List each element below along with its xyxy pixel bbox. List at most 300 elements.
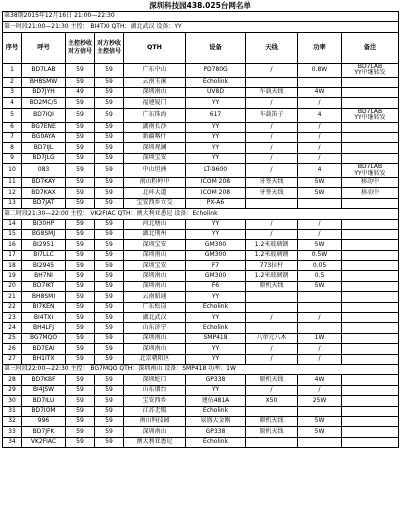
- antenna-cell: [246, 302, 298, 312]
- row-number-cell: 19: [3, 271, 22, 281]
- qth-cell: 深圳宝安: [124, 261, 186, 271]
- remark-cell: [342, 354, 399, 364]
- callsign-cell: BH7NI: [22, 271, 66, 281]
- master-signal-cell: 59: [66, 177, 95, 187]
- master-signal-cell: 59: [66, 396, 95, 406]
- remark-cell: [342, 292, 399, 302]
- master-signal-cell: 59: [66, 302, 95, 312]
- remark-cell: [342, 396, 399, 406]
- equipment-cell: YY: [186, 385, 246, 395]
- equipment-cell: YY: [186, 98, 246, 108]
- antenna-cell: 车载天线: [246, 87, 298, 97]
- row-number-cell: 8: [3, 143, 22, 153]
- equipment-cell: YY: [186, 354, 246, 364]
- remark-cell: [342, 77, 399, 87]
- callsign-cell: BI2951: [22, 240, 66, 250]
- master-signal-cell: 59: [66, 164, 95, 178]
- row-number-cell: 20: [3, 281, 22, 291]
- table-row: [3, 250, 399, 260]
- row-number-cell: 18: [3, 261, 22, 271]
- power-cell: 4: [298, 108, 342, 122]
- qth-cell: 北环大道: [124, 188, 186, 198]
- remark-cell: [342, 333, 399, 343]
- row-number-cell: 14: [3, 219, 22, 229]
- antenna-cell: 八单元八木: [246, 333, 298, 343]
- master-signal-cell: 59: [66, 188, 95, 198]
- remote-signal-cell: 59: [95, 240, 124, 250]
- qth-cell: 湖北荆州: [124, 229, 186, 239]
- remote-signal-cell: 59: [95, 153, 124, 163]
- qth-cell: 山东烟台: [124, 385, 186, 395]
- power-cell: /: [298, 385, 342, 395]
- remote-signal-cell: 59: [95, 229, 124, 239]
- equipment-cell: YY: [186, 219, 246, 229]
- row-number-cell: 21: [3, 292, 22, 302]
- power-cell: /: [298, 98, 342, 108]
- row-number-cell: 33: [3, 427, 22, 437]
- remark-cell: [342, 229, 399, 239]
- remote-signal-cell: 59: [95, 375, 124, 385]
- period-line: 第三时段22:00—22:30 主控： BG7MQO QTH：深圳南山 设备：SMP418 功率：1W: [3, 364, 399, 374]
- master-signal-cell: 59: [66, 132, 95, 142]
- antenna-cell: /: [246, 143, 298, 153]
- master-signal-cell: 59: [66, 354, 95, 364]
- equipment-cell: Echolink: [186, 323, 246, 333]
- equipment-cell: YY: [186, 122, 246, 132]
- master-signal-cell: 59: [66, 108, 95, 122]
- table-row: [3, 281, 399, 291]
- remote-signal-cell: 59: [95, 108, 124, 122]
- callsign-cell: 996: [22, 416, 66, 426]
- antenna-cell: /: [246, 219, 298, 229]
- table-row: [3, 354, 399, 364]
- power-cell: [298, 302, 342, 312]
- header-cell: 序号: [3, 32, 22, 63]
- equipment-cell: YY: [186, 229, 246, 239]
- master-signal-cell: 59: [66, 261, 95, 271]
- row-number-cell: 2: [3, 77, 22, 87]
- table-row: [3, 63, 399, 77]
- antenna-cell: 原机天线: [246, 427, 298, 437]
- row-number-cell: 5: [3, 108, 22, 122]
- callsign-cell: BD7KBF: [22, 375, 66, 385]
- row-number-cell: 9: [3, 153, 22, 163]
- callsign-cell: BD2MC/5: [22, 98, 66, 108]
- table-row: [3, 375, 399, 385]
- header-cell: 主控抄收对方信号: [66, 32, 95, 63]
- qth-cell: 深圳蛇口: [124, 375, 186, 385]
- master-signal-cell: 59: [66, 427, 95, 437]
- remote-signal-cell: 59: [95, 188, 124, 198]
- remark-cell: [342, 122, 399, 132]
- antenna-cell: /: [246, 385, 298, 395]
- remark-cell: [342, 87, 399, 97]
- qth-cell: 湖北武汉: [124, 313, 186, 323]
- antenna-cell: 原机天线: [246, 416, 298, 426]
- remote-signal-cell: 59: [95, 177, 124, 187]
- table-row: [3, 132, 399, 142]
- power-cell: 5W: [298, 281, 342, 291]
- antenna-cell: [246, 406, 298, 416]
- equipment-cell: ICOM 208: [186, 177, 246, 187]
- equipment-cell: YY: [186, 292, 246, 302]
- table-row: [3, 77, 399, 87]
- callsign-cell: BD7KAX: [22, 188, 66, 198]
- header-cell: 天线: [246, 32, 298, 63]
- table-row: [3, 240, 399, 250]
- row-number-cell: 30: [3, 396, 22, 406]
- power-cell: 0.5: [298, 271, 342, 281]
- remark-cell: [342, 198, 399, 208]
- master-signal-cell: 59: [66, 313, 95, 323]
- qth-cell: 深圳南山: [124, 344, 186, 354]
- remote-signal-cell: 59: [95, 143, 124, 153]
- equipment-cell: YY: [186, 313, 246, 323]
- remark-cell: [342, 323, 399, 333]
- qth-cell: 深圳宝安: [124, 153, 186, 163]
- roster-table: [2, 11, 399, 448]
- qth-cell: 深圳观澜: [124, 143, 186, 153]
- power-cell: /: [298, 122, 342, 132]
- qth-cell: 广东中山: [124, 63, 186, 77]
- callsign-cell: BI2945: [22, 261, 66, 271]
- remark-cell: [342, 406, 399, 416]
- power-cell: 25W: [298, 396, 342, 406]
- table-row: [3, 177, 399, 187]
- period-1-line: 第一时段21:00—21:30 主控： BI4TXI QTH：湖北武汉 设备：YY: [3, 22, 399, 32]
- period-line: 第二时段21:30—22:00 主控： VK2FIAC QTH：澳大利亚悉尼 设备：Echolink: [3, 209, 399, 219]
- qth-cell: 云南玉溪: [124, 77, 186, 87]
- master-signal-cell: 59: [66, 143, 95, 153]
- qth-cell: 江苏无锡: [124, 406, 186, 416]
- antenna-cell: X50: [246, 396, 298, 406]
- row-number-cell: 32: [3, 416, 22, 426]
- power-cell: /: [298, 143, 342, 153]
- antenna-cell: /: [246, 132, 298, 142]
- equipment-cell: Echolink: [186, 406, 246, 416]
- table-row: [3, 313, 399, 323]
- remote-signal-cell: 59: [95, 164, 124, 178]
- table-row: [3, 427, 399, 437]
- equipment-cell: YY: [186, 132, 246, 142]
- remote-signal-cell: 59: [95, 261, 124, 271]
- antenna-cell: [246, 292, 298, 302]
- period-row: [3, 209, 399, 219]
- remark-cell: [342, 250, 399, 260]
- row-number-cell: 24: [3, 323, 22, 333]
- qth-cell: 广东珠海: [124, 108, 186, 122]
- remark-cell: [342, 427, 399, 437]
- antenna-cell: /: [246, 229, 298, 239]
- antenna-cell: 1.2米玻璃钢: [246, 271, 298, 281]
- antenna-cell: 773拉杆: [246, 261, 298, 271]
- qth-cell: 深圳南山: [124, 281, 186, 291]
- remote-signal-cell: 59: [95, 198, 124, 208]
- qth-cell: 宝安西乡立交: [124, 198, 186, 208]
- callsign-cell: BI7KEN: [22, 302, 66, 312]
- master-signal-cell: 59: [66, 98, 95, 108]
- qth-cell: 南山粉岭中: [124, 177, 186, 187]
- header-cell: 功率: [298, 32, 342, 63]
- row-number-cell: 10: [3, 164, 22, 178]
- callsign-cell: BI4TXI: [22, 313, 66, 323]
- row-number-cell: 12: [3, 188, 22, 198]
- table-row: [3, 164, 399, 178]
- qth-cell: 云南昭通: [124, 292, 186, 302]
- equipment-cell: PX-A6: [186, 198, 246, 208]
- remote-signal-cell: 59: [95, 416, 124, 426]
- table-row: [3, 229, 399, 239]
- table-row: [3, 416, 399, 426]
- qth-cell: 北京朝阳区: [124, 354, 186, 364]
- header-cell: 对方抄收主控信号: [95, 32, 124, 63]
- remote-signal-cell: 59: [95, 354, 124, 364]
- equipment-cell: GP338: [186, 375, 246, 385]
- power-cell: [298, 323, 342, 333]
- callsign-cell: BD7JFK: [22, 427, 66, 437]
- qth-cell: 深圳南山: [124, 333, 186, 343]
- callsign-cell: BG7ENE: [22, 122, 66, 132]
- callsign-cell: BD7LAB: [22, 63, 66, 77]
- callsign-cell: BI4JSW: [22, 385, 66, 395]
- row-number-cell: 4: [3, 98, 22, 108]
- power-cell: 4W: [298, 375, 342, 385]
- document-title: 深圳科技园438.025台网名单: [149, 1, 251, 10]
- antenna-cell: [246, 198, 298, 208]
- qth-cell: 深圳南山: [124, 271, 186, 281]
- master-signal-cell: 59: [66, 63, 95, 77]
- power-cell: [298, 292, 342, 302]
- remark-cell: BD7LAB YY中继转发: [342, 108, 399, 122]
- master-signal-cell: 59: [66, 416, 95, 426]
- row-number-cell: 22: [3, 302, 22, 312]
- remark-cell: [342, 281, 399, 291]
- table-row: [3, 406, 399, 416]
- antenna-cell: /: [246, 164, 298, 178]
- antenna-cell: [246, 437, 298, 447]
- qth-cell: 中山坦洲: [124, 164, 186, 178]
- qth-cell: 深圳南山: [124, 427, 186, 437]
- table-row: [3, 143, 399, 153]
- remark-cell: [342, 313, 399, 323]
- antenna-cell: 车载笛子: [246, 108, 298, 122]
- remote-signal-cell: 59: [95, 344, 124, 354]
- callsign-cell: BI30HP: [22, 219, 66, 229]
- master-signal-cell: 59: [66, 229, 95, 239]
- power-cell: 0.5W: [298, 250, 342, 260]
- remote-signal-cell: 59: [95, 87, 124, 97]
- master-signal-cell: 59: [66, 219, 95, 229]
- equipment-cell: YY: [186, 344, 246, 354]
- row-number-cell: 34: [3, 437, 22, 447]
- master-signal-cell: 59: [66, 292, 95, 302]
- power-cell: [298, 406, 342, 416]
- qth-cell: 南山科技园: [124, 416, 186, 426]
- callsign-cell: BG0AYA: [22, 132, 66, 142]
- remark-cell: [342, 98, 399, 108]
- table-row: [3, 87, 399, 97]
- antenna-cell: 原机天线: [246, 375, 298, 385]
- table-row: [3, 302, 399, 312]
- row-number-cell: 13: [3, 198, 22, 208]
- row-number-cell: 3: [3, 87, 22, 97]
- callsign-cell: BI7LLC: [22, 250, 66, 260]
- equipment-cell: Echolink: [186, 437, 246, 447]
- row-number-cell: 27: [3, 354, 22, 364]
- master-signal-cell: 59: [66, 375, 95, 385]
- row-number-cell: 7: [3, 132, 22, 142]
- header-cell: 呼号: [22, 32, 66, 63]
- antenna-cell: /: [246, 63, 298, 77]
- antenna-cell: /: [246, 122, 298, 132]
- session-row: [3, 12, 399, 22]
- equipment-cell: LT-9600: [186, 164, 246, 178]
- remark-cell: 移动中: [342, 177, 399, 187]
- table-row: [3, 153, 399, 163]
- remark-cell: [342, 385, 399, 395]
- row-number-cell: 26: [3, 344, 22, 354]
- table-row: [3, 108, 399, 122]
- equipment-cell: YY: [186, 153, 246, 163]
- master-signal-cell: 59: [66, 271, 95, 281]
- remote-signal-cell: 59: [95, 122, 124, 132]
- antenna-cell: /: [246, 354, 298, 364]
- antenna-cell: [246, 323, 298, 333]
- remote-signal-cell: 59: [95, 132, 124, 142]
- callsign-cell: BH8SMI: [22, 292, 66, 302]
- table-row: [3, 333, 399, 343]
- callsign-cell: BD7IOM: [22, 406, 66, 416]
- header-cell: 设备: [186, 32, 246, 63]
- equipment-cell: Echolink: [186, 77, 246, 87]
- remark-cell: [342, 143, 399, 153]
- row-number-cell: 1: [3, 63, 22, 77]
- remote-signal-cell: 59: [95, 385, 124, 395]
- antenna-cell: /: [246, 153, 298, 163]
- row-number-cell: 11: [3, 177, 22, 187]
- equipment-cell: Echolink: [186, 302, 246, 312]
- table-row: [3, 344, 399, 354]
- session-line: 第38期2015年12月16日 21:00—22:30: [3, 12, 399, 22]
- qth-cell: 深圳南山: [124, 87, 186, 97]
- table-row: [3, 188, 399, 198]
- equipment-cell: 建伍481A: [186, 396, 246, 406]
- equipment-cell: GP338: [186, 427, 246, 437]
- remark-cell: [342, 240, 399, 250]
- callsign-cell: BD7ILU: [22, 396, 66, 406]
- header-cell: QTH: [124, 32, 186, 63]
- antenna-cell: 牙签天线: [246, 177, 298, 187]
- row-number-cell: 25: [3, 333, 22, 343]
- row-number-cell: 17: [3, 250, 22, 260]
- table-row: [3, 98, 399, 108]
- antenna-cell: 牙签天线: [246, 188, 298, 198]
- antenna-cell: /: [246, 313, 298, 323]
- row-number-cell: 23: [3, 313, 22, 323]
- callsign-cell: BG7MQO: [22, 333, 66, 343]
- master-signal-cell: 59: [66, 323, 95, 333]
- remark-cell: [342, 219, 399, 229]
- row-number-cell: 15: [3, 229, 22, 239]
- remote-signal-cell: 59: [95, 396, 124, 406]
- power-cell: 5W: [298, 188, 342, 198]
- period-row: [3, 22, 399, 32]
- table-row: [3, 323, 399, 333]
- master-signal-cell: 59: [66, 122, 95, 132]
- table-row: [3, 219, 399, 229]
- remark-cell: [342, 261, 399, 271]
- remote-signal-cell: 59: [95, 292, 124, 302]
- table-row: [3, 198, 399, 208]
- antenna-cell: 1.2米玻璃钢: [246, 250, 298, 260]
- power-cell: [298, 198, 342, 208]
- remark-cell: [342, 153, 399, 163]
- equipment-cell: GM300: [186, 240, 246, 250]
- remote-signal-cell: 59: [95, 77, 124, 87]
- equipment-cell: GM300: [186, 250, 246, 260]
- master-signal-cell: 59: [66, 333, 95, 343]
- qth-cell: 宝安西乡: [124, 396, 186, 406]
- qth-cell: 山东济宁: [124, 323, 186, 333]
- period-row: [3, 364, 399, 374]
- table-row: [3, 437, 399, 447]
- power-cell: 0.8W: [298, 63, 342, 77]
- master-signal-cell: 59: [66, 250, 95, 260]
- callsign-cell: BD7JLG: [22, 153, 66, 163]
- antenna-cell: 1.2米玻璃钢: [246, 240, 298, 250]
- equipment-cell: GM300: [186, 271, 246, 281]
- power-cell: [298, 437, 342, 447]
- qth-cell: 广东松岗: [124, 302, 186, 312]
- master-signal-cell: 59: [66, 198, 95, 208]
- equipment-cell: 泉盛大金刚: [186, 416, 246, 426]
- power-cell: /: [298, 153, 342, 163]
- remote-signal-cell: 59: [95, 427, 124, 437]
- master-signal-cell: 59: [66, 437, 95, 447]
- table-row: [3, 385, 399, 395]
- row-number-cell: 31: [3, 406, 22, 416]
- callsign-cell: BD7IQI: [22, 108, 66, 122]
- qth-cell: 福建厦门: [124, 98, 186, 108]
- master-signal-cell: 59: [66, 344, 95, 354]
- callsign-cell: BG8SMJ: [22, 229, 66, 239]
- power-cell: 0.05: [298, 261, 342, 271]
- callsign-cell: BD7JAT: [22, 198, 66, 208]
- row-number-cell: 6: [3, 122, 22, 132]
- header-cell: 备注: [342, 32, 399, 63]
- qth-cell: 河北塘山: [124, 219, 186, 229]
- equipment-cell: F6: [186, 281, 246, 291]
- remote-signal-cell: 59: [95, 313, 124, 323]
- callsign-cell: BD7JYH: [22, 87, 66, 97]
- power-cell: 5W: [298, 416, 342, 426]
- equipment-cell: YY: [186, 143, 246, 153]
- qth-cell: 新疆喀什: [124, 132, 186, 142]
- antenna-cell: /: [246, 344, 298, 354]
- remark-cell: [342, 416, 399, 426]
- power-cell: 5W: [298, 240, 342, 250]
- equipment-cell: F7: [186, 261, 246, 271]
- qth-cell: 深圳宝安: [124, 240, 186, 250]
- qth-cell: 深圳南山: [124, 250, 186, 260]
- remark-cell: [342, 132, 399, 142]
- power-cell: /: [298, 229, 342, 239]
- power-cell: 4W: [298, 87, 342, 97]
- power-cell: 5W: [298, 427, 342, 437]
- power-cell: [298, 77, 342, 87]
- remark-cell: 移动中: [342, 188, 399, 198]
- remote-signal-cell: 59: [95, 63, 124, 77]
